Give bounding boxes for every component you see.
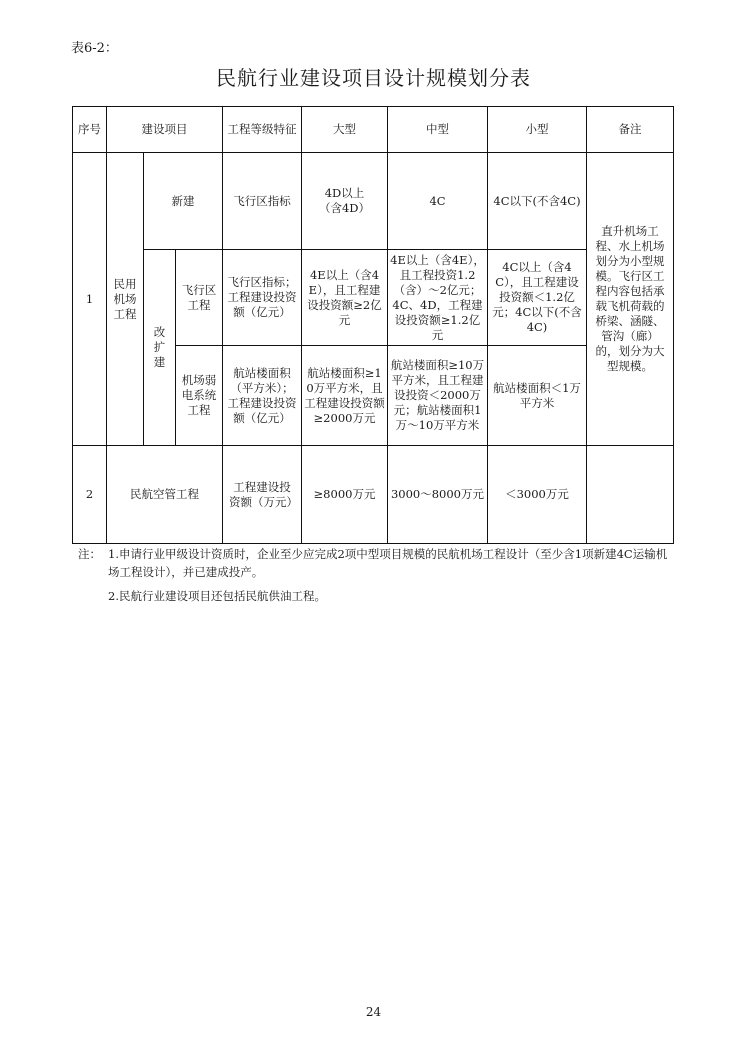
table-label: 表6-2： [71,41,118,56]
row1-category: 民用机场工程 [107,153,144,446]
row1-remark: 直升机场工程、水上机场划分为小型规模。飞行区工程内容包括承载飞机荷载的桥梁、涵隧、管沟（廊）的，划分为大型规模。 [587,153,674,446]
row2-large: ≥8000万元 [302,446,388,544]
lowvoltage-medium: 航站楼面积≥10万平方米，且工程建设投资＜2000万元；航站楼面积1万～10万平方米 [388,346,488,446]
airfield-label: 飞行区工程 [176,250,223,346]
header-remark: 备注 [587,107,674,153]
row1-seq: 1 [73,153,107,446]
row2-category: 民航空管工程 [107,446,223,544]
airfield-medium: 4E以上（含4E），且工程投资1.2（含）～2亿元；4C、4D，工程建设投资额≥1.2亿元 [388,250,488,346]
design-scale-table [72,106,674,544]
header-large: 大型 [302,107,388,153]
lowvoltage-small: 航站楼面积＜1万平方米 [488,346,587,446]
expansion-label: 改扩建 [144,250,176,446]
lowvoltage-label: 机场弱电系统工程 [176,346,223,446]
airfield-large: 4E以上（含4E），且工程建设投资额≥2亿元 [302,250,388,346]
document-title: 民航行业建设项目设计规模划分表 [216,66,531,90]
lowvoltage-large: 航站楼面积≥10万平方米，且工程建设投资额≥2000万元 [302,346,388,446]
lowvoltage-feature: 航站楼面积（平方米）；工程建设投资额（亿元） [223,346,302,446]
new-build-medium: 4C [388,153,488,250]
row2-feature: 工程建设投资额（万元） [223,446,302,544]
new-build-large: 4D以上（含4D） [302,153,388,250]
header-row [73,107,674,153]
airfield-small: 4C以上（含4C），且工程建设投资额＜1.2亿元；4C以下(不含4C) [488,250,587,346]
table-row [73,153,674,250]
row2-small: ＜3000万元 [488,446,587,544]
new-build-small: 4C以下(不含4C) [488,153,587,250]
new-build-feature: 飞行区指标 [223,153,302,250]
note-item-1: 1.申请行业甲级设计资质时，企业至少应完成2项中型项目规模的民航机场工程设计（至少含1项新建4C运输机场工程设计），并已建成投产。 [108,547,668,579]
page-number: 24 [365,1005,382,1019]
airfield-feature: 飞行区指标；工程建设投资额（亿元） [223,250,302,346]
row2-medium: 3000～8000万元 [388,446,488,544]
header-project: 建设项目 [107,107,223,153]
header-medium: 中型 [388,107,488,153]
row2-remark [587,446,674,544]
table-notes [78,545,678,605]
header-feature: 工程等级特征 [223,107,302,153]
note-item-2: 2.民航行业建设项目还包括民航供油工程。 [108,589,326,603]
new-build-label: 新建 [144,153,223,250]
header-seq: 序号 [73,107,107,153]
row2-seq: 2 [73,446,107,544]
table-row [73,250,674,346]
table-row [73,446,674,544]
notes-prefix: 注： [78,547,101,561]
header-small: 小型 [488,107,587,153]
